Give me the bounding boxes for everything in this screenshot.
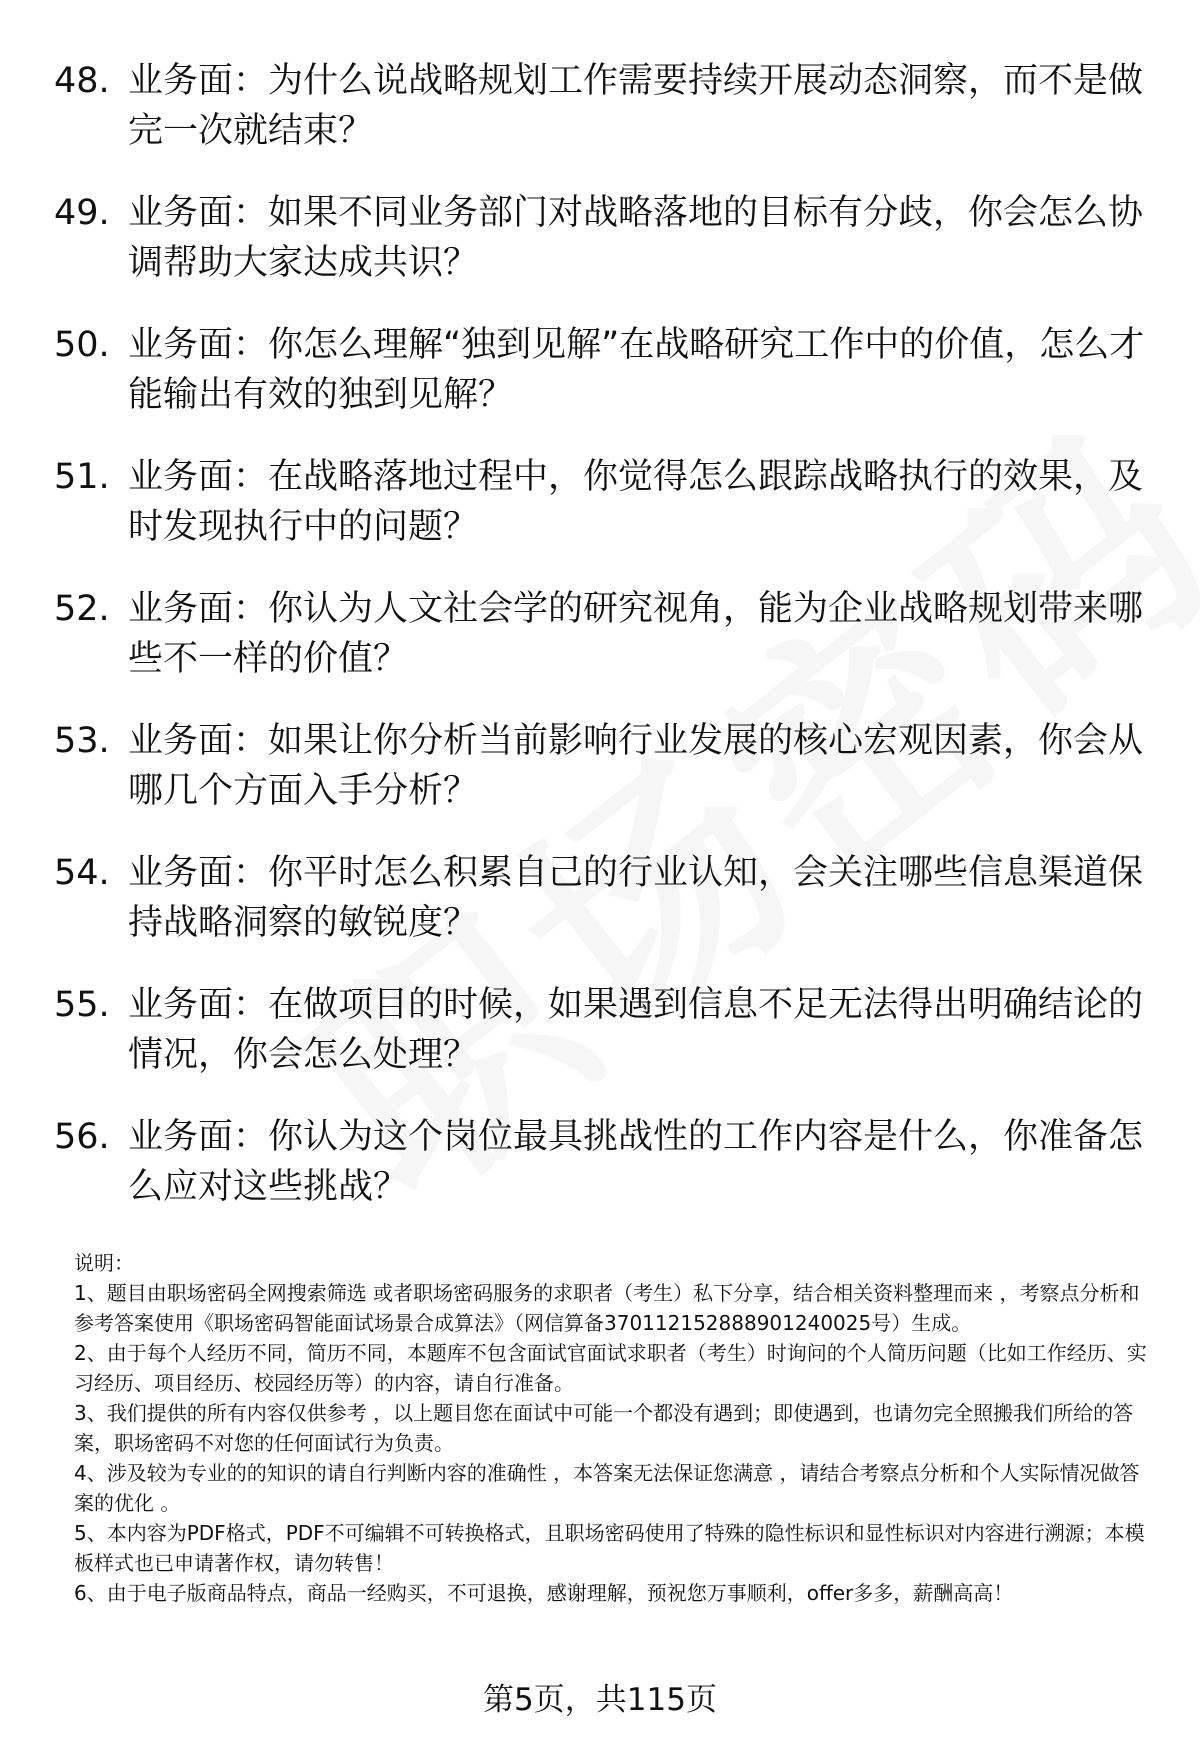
question-item (0, 56, 1200, 188)
question-text: 业务面：在做项目的时候，如果遇到信息不足无法得出明确结论的情况，你会怎么处理？ (128, 985, 1144, 1075)
question-item (0, 848, 1200, 980)
note-item: 4、涉及较为专业的的知识的请自行判断内容的准确性 ，本答案无法保证您满意 ，请结合考察点分析和个人实际情况做答案的优化 。 (74, 1461, 1140, 1515)
question-item (0, 584, 1200, 716)
question-item (0, 1112, 1200, 1244)
question-text: 业务面：为什么说战略规划工作需要持续开展动态洞察，而不是做完一次就结束？ (128, 61, 1144, 151)
question-text: 业务面：如果让你分析当前影响行业发展的核心宏观因素，你会从哪几个方面入手分析？ (128, 721, 1144, 811)
question-item (0, 980, 1200, 1112)
question-number: 50. (54, 325, 110, 365)
question-text: 业务面：你认为人文社会学的研究视角，能为企业战略规划带来哪些不一样的价值？ (128, 589, 1144, 679)
question-item (0, 320, 1200, 452)
question-number: 48. (54, 61, 110, 101)
question-item (0, 452, 1200, 584)
notes-section (74, 1248, 1154, 1608)
question-number: 54. (54, 853, 110, 893)
note-item: 5、本内容为PDF格式，PDF不可编辑不可转换格式，且职场密码使用了特殊的隐性标识和显性标识对内容进行溯源；本模板样式也已申请著作权，请勿转售！ (74, 1521, 1145, 1575)
question-number: 53. (54, 721, 110, 761)
note-item: 1、题目由职场密码全网搜索筛选 或者职场密码服务的求职者（考生）私下分享，结合相关资料整理而来 ，考察点分析和参考答案使用《职场密码智能面试场景合成算法》（网信算备370112152888901240025号）生成。 (74, 1281, 1140, 1335)
note-item: 6、由于电子版商品特点，商品一经购买，不可退换，感谢理解，预祝您万事顺利，offer多多，薪酬高高！ (74, 1581, 1014, 1605)
question-text: 业务面：你认为这个岗位最具挑战性的工作内容是什么，你准备怎么应对这些挑战？ (128, 1117, 1144, 1207)
question-number: 51. (54, 457, 110, 497)
question-text: 业务面：你怎么理解“独到见解”在战略研究工作中的价值，怎么才能输出有效的独到见解？ (128, 325, 1145, 415)
question-text: 业务面：如果不同业务部门对战略落地的目标有分歧，你会怎么协调帮助大家达成共识？ (128, 193, 1144, 283)
question-text: 业务面：在战略落地过程中，你觉得怎么跟踪战略执行的效果，及时发现执行中的问题？ (128, 457, 1144, 547)
notes-title: 说明： (74, 1251, 134, 1275)
question-number: 55. (54, 985, 110, 1025)
page-number-footer: 第5页，共115页 (483, 1682, 717, 1718)
note-item: 2、由于每个人经历不同，简历不同，本题库不包含面试官面试求职者（考生）时询问的个人简历问题（比如工作经历、实习经历、项目经历、校园经历等）的内容，请自行准备。 (74, 1341, 1147, 1395)
question-text: 业务面：你平时怎么积累自己的行业认知，会关注哪些信息渠道保持战略洞察的敏锐度？ (128, 853, 1144, 943)
question-number: 49. (54, 193, 110, 233)
question-number: 56. (54, 1117, 110, 1157)
question-list (0, 56, 1200, 1244)
question-item (0, 716, 1200, 848)
question-number: 52. (54, 589, 110, 629)
question-item (0, 188, 1200, 320)
note-item: 3、我们提供的所有内容仅供参考 ，以上题目您在面试中可能一个都没有遇到；即使遇到，也请勿完全照搬我们所给的答案，职场密码不对您的任何面试行为负责。 (74, 1401, 1134, 1455)
